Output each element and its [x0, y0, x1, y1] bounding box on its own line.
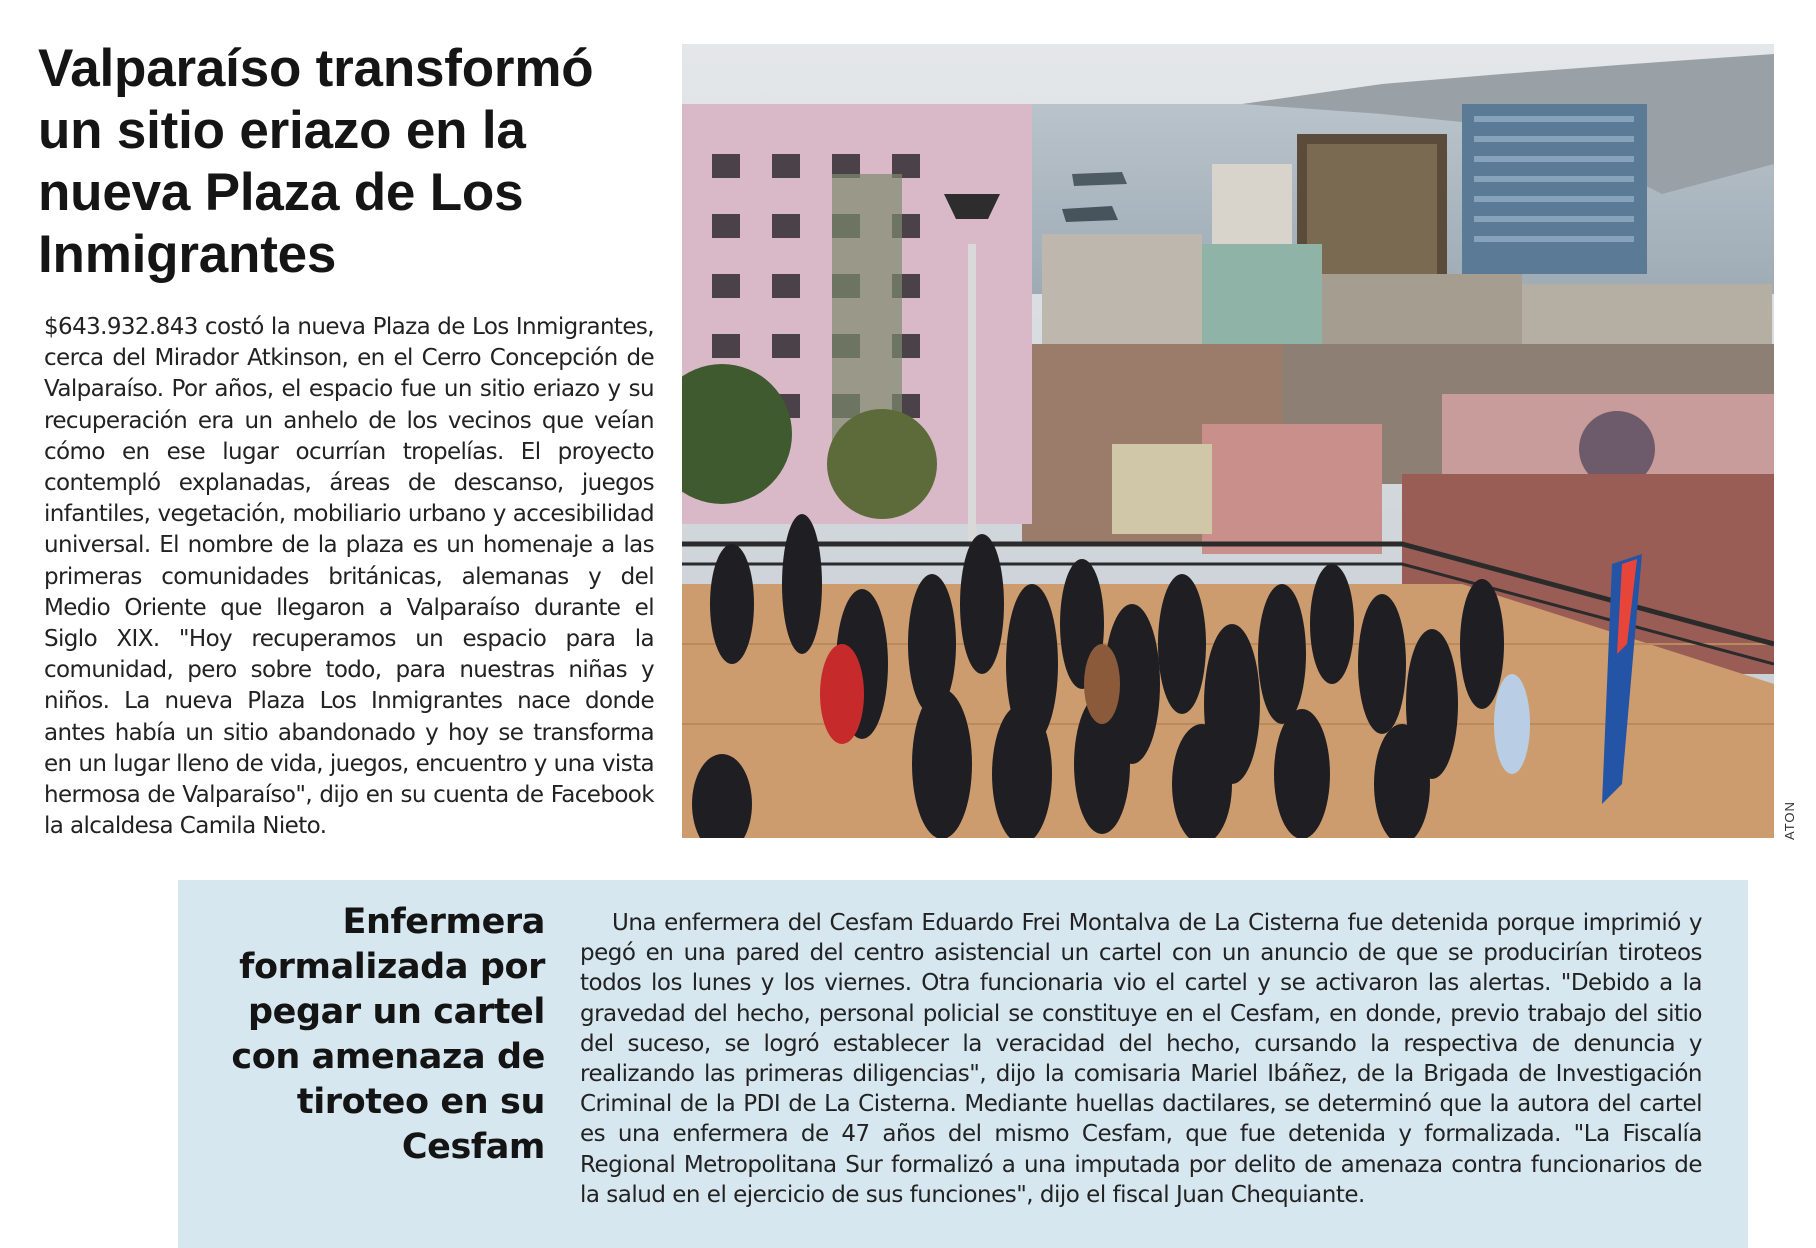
news-photo	[682, 44, 1774, 838]
brief-body: Una enfermera del Cesfam Eduardo Frei Montalva de La Cisterna fue detenida porque imprimió y pegó en una pared del centro asistencial un cartel con un anuncio de que se producirían tiroteos todos los lunes y los viernes. Otra funcionaria vio el cartel y se activaron las alertas. "Debido a la gravedad del hecho, personal policial se constituye en el Cesfam, en donde, previo trabajo del sitio del suceso, se logró establecer la veracidad del hecho, cursando la respectiva de denuncia y realizando las primeras diligencias", dijo la comisaria Mariel Ibáñez, de la Brigada de Investigación Criminal de la PDI de La Cisterna. Mediante huellas dactilares, se determinó que la autora del cartel es una enfermera de 47 años del mismo Cesfam, que fue detenida y formalizada. "La Fiscalía Regional Metropolitana Sur formalizó a una imputada por delito de amenaza contra funcionarios de la salud en el ejercicio de sus funciones", dijo el fiscal Juan Chequiante.	[580, 910, 1702, 1208]
plaza-photo-illustration	[682, 44, 1774, 838]
main-headline: Valparaíso transformó un sitio eriazo en la nueva Plaza de Los Inmigrantes	[38, 39, 594, 284]
photo-credit: ATON	[1782, 801, 1797, 840]
main-story-body: $643.932.843 costó la nueva Plaza de Los Inmigrantes, cerca del Mirador Atkinson, en el Cerro Concepción de Valparaíso. Por años, el espacio fue un sitio eriazo y su recuperación era un anhelo de los vecinos que veían cómo en ese lugar ocurrían tropelías. El proyecto contempló explanadas, áreas de descanso, juegos infantiles, vegetación, mobiliario urbano y accesibilidad universal. El nombre de la plaza es un homenaje a las primeras comunidades británicas, alemanas y del Medio Oriente que llegaron a Valparaíso durante el Siglo XIX. "Hoy recuperamos un espacio para la comunidad, pero sobre todo, para nuestras niñas y niños. La nueva Plaza Los Inmigrantes nace donde antes había un sitio abandonado y hoy se transforma en un lugar lleno de vida, juegos, encuentro y una vista hermosa de Valparaíso", dijo en su cuenta de Facebook la alcaldesa Camila Nieto.	[44, 314, 654, 840]
brief-headline: Enfermera formalizada por pegar un cartel con amenaza de tiroteo en su Cesfam	[231, 902, 545, 1167]
